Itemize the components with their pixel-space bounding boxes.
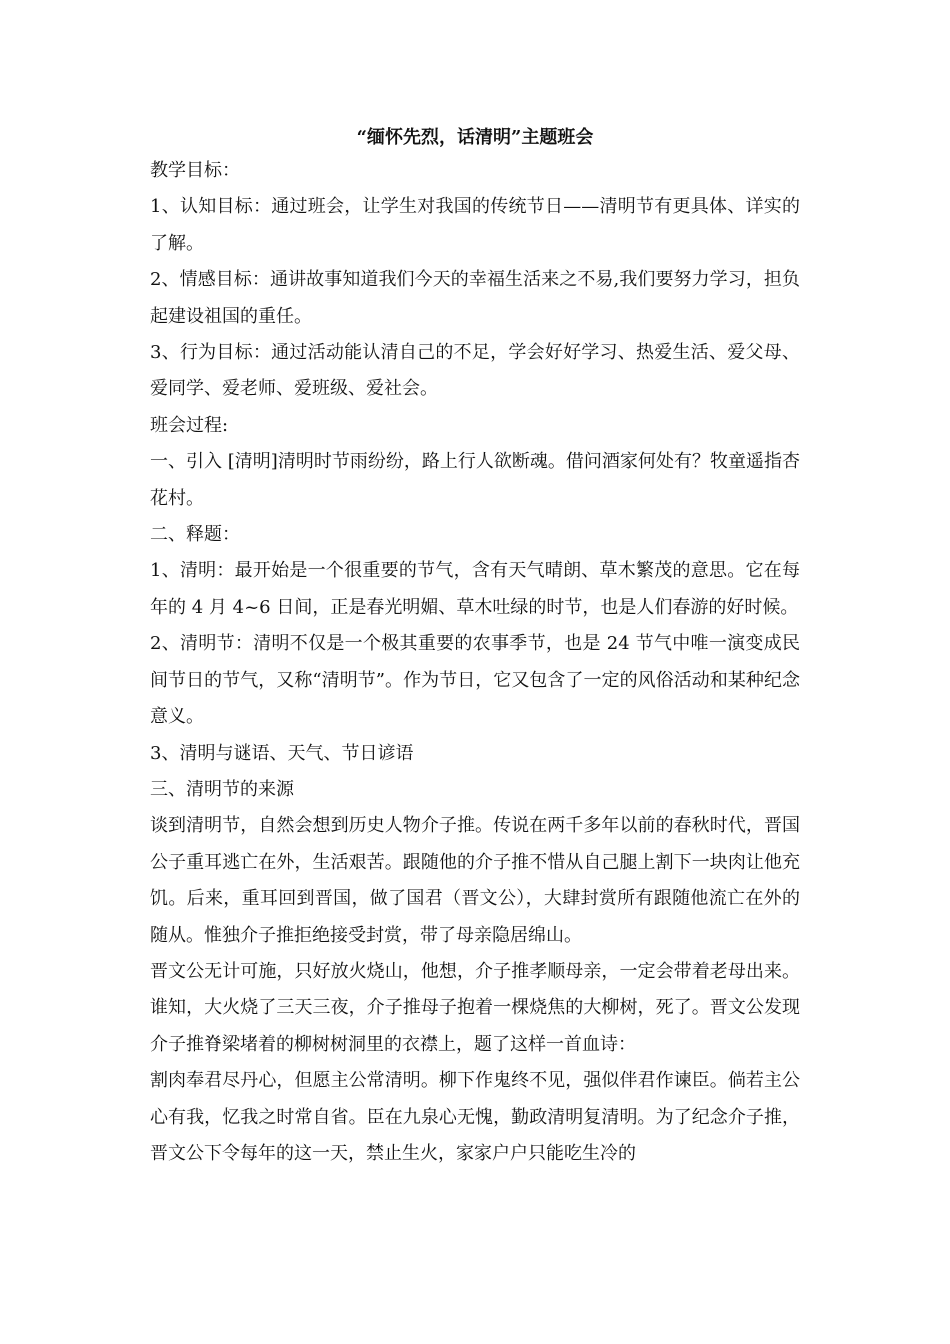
document-title: “缅怀先烈，话清明”主题班会 <box>356 127 594 148</box>
heading-explanation: 二、释题： <box>150 524 240 546</box>
origin-story-poem: 割肉奉君尽丹心，但愿主公常清明。柳下作鬼终不见，强似伴君作谏臣。倘若主公心有我，忆我之时常自省。臣在九泉心无愧，勤政清明复清明。为了纪念介子推，晋文公下令每年的这一天，禁止生火，家家户户只能吃生冷的 <box>150 1070 800 1164</box>
explanation-qingming-term: 1、清明：最开始是一个很重要的节气，含有天气晴朗、草木繁茂的意思。它在每年的 4 月 4~6 日间，正是春光明媚、草木吐绿的时节，也是人们春游的好时候。 <box>150 560 800 618</box>
goal-emotional: 2、情感目标：通讲故事知道我们今天的幸福生活来之不易,我们要努力学习，担负起建设祖国的重任。 <box>150 269 800 327</box>
goal-cognitive: 1、认知目标：通过班会，让学生对我国的传统节日——清明节有更具体、详实的了解。 <box>150 196 800 254</box>
document-body <box>150 123 800 1172</box>
explanation-qingming-festival: 2、清明节：清明不仅是一个极其重要的农事季节，也是 24 节气中唯一演变成民间节日的节气，又称“清明节”。作为节日，它又包含了一定的风俗活动和某种纪念意义。 <box>150 633 800 728</box>
heading-class-process: 班会过程: <box>150 414 229 436</box>
explanation-riddles-proverbs: 3、清明与谜语、天气、节日谚语 <box>150 742 414 764</box>
section-introduction: 一、引入 [清明]清明时节雨纷纷，路上行人欲断魂。借问酒家何处有？牧童遥指杏花村。 <box>150 451 800 509</box>
heading-teaching-goals: 教学目标： <box>150 160 240 181</box>
origin-story-part2: 晋文公无计可施，只好放火烧山，他想，介子推孝顺母亲，一定会带着老母出来。谁知，大火烧了三天三夜，介子推母子抱着一棵烧焦的大柳树，死了。晋文公发现介子推脊梁堵着的柳树树洞里的衣襟上，题了这样一首血诗： <box>150 960 800 1055</box>
origin-story-part1: 谈到清明节，自然会想到历史人物介子推。传说在两千多年以前的春秋时代，晋国公子重耳逃亡在外，生活艰苦。跟随他的介子推不惜从自己腿上割下一块肉让他充饥。后来，重耳回到晋国，做了国君（晋文公），大肆封赏所有跟随他流亡在外的随从。惟独介子推拒绝接受封赏，带了母亲隐居绵山。 <box>150 815 800 946</box>
heading-festival-origin: 三、清明节的来源 <box>150 778 294 800</box>
goal-behavioral: 3、行为目标：通过活动能认清自己的不足，学会好好学习、热爱生活、爱父母、爱同学、爱老师、爱班级、爱社会。 <box>150 342 800 400</box>
